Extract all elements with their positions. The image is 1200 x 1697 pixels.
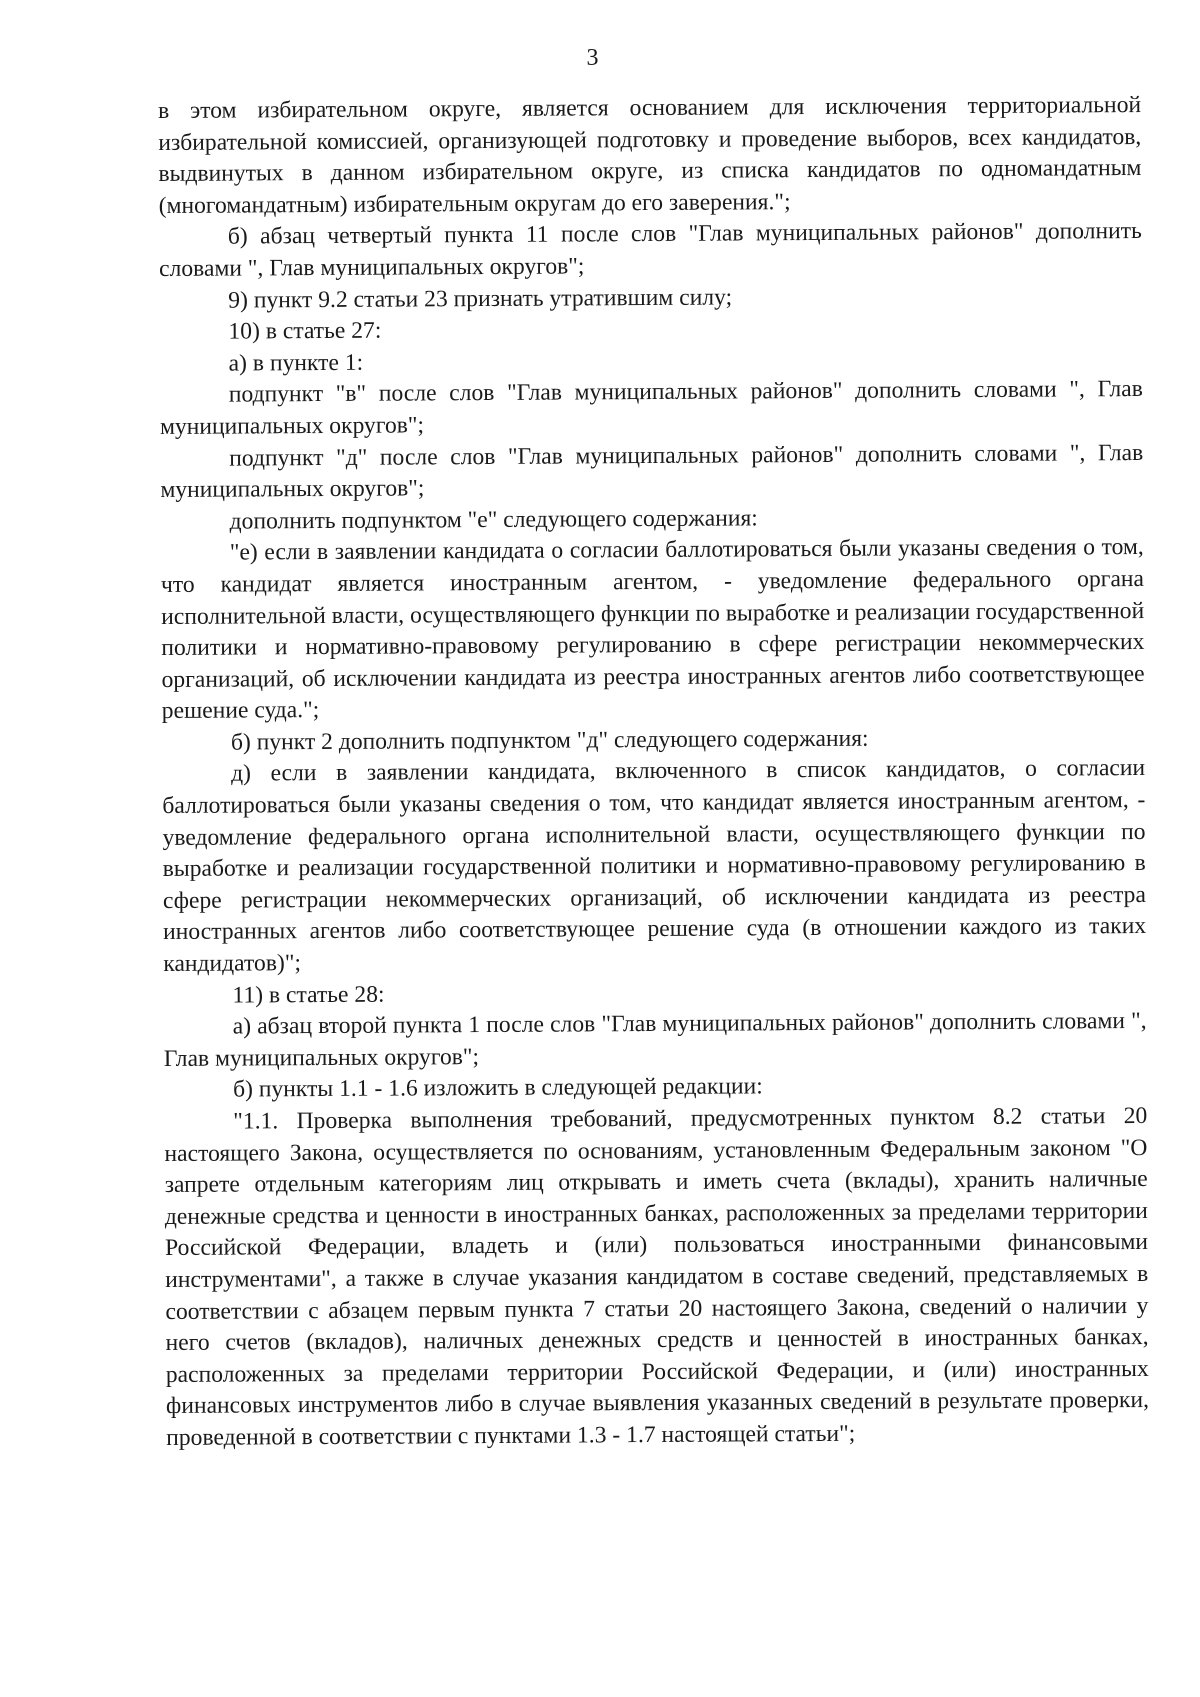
paragraph: 11) в статье 28: [232, 981, 385, 1009]
paragraph: а) абзац второй пункта 1 после слов "Глав муниципальных районов" дополнить словами ", Глав муниципальных округов"; [163, 1008, 1147, 1072]
paragraph: "1.1. Проверка выполнения требований, предусмотренных пунктом 8.2 статьи 20 настоящего Закона, осуществляется по основаниям, установленным Федеральным законом "О запрете отдельным категориям лиц открывать и иметь счета (вклады), хранить наличные денежные средства и ценности в иностранных банках, расположенных за пределами территории Российской Федерации, владеть и (или) пользоваться иностранными финансовыми инструментами", а также в случае указания кандидатом в составе сведений, представляемых в соответствии с абзацем первым пункта 7 статьи 20 настоящего Закона, сведений о наличии у него счетов (вкладов), наличных денежных средств и ценностей в иностранных банках, расположенных за пределами территории Российской Федерации, и (или) иностранных финансовых инструментов либо в случае выявления указанных сведений в результате проверки, проведенной в соответствии с пунктами 1.3 - 1.7 настоящей статьи"; [164, 1102, 1150, 1451]
paragraph: "е) если в заявлении кандидата о согласии баллотироваться были указаны сведения о том, что кандидат является иностранным агентом, - уведомление федерального органа исполнительной власти, осуществляющего функции по выработке и реализации государственной политики и нормативно-правовому регулированию в сфере регистрации некоммерческих организаций, об исключении кандидата из реестра иностранных агентов либо соответствующее решение суда."; [160, 534, 1145, 725]
paragraph: б) пункт 2 дополнить подпунктом "д" следующего содержания: [230, 725, 869, 756]
paragraph: подпункт "в" после слов "Глав муниципальных районов" дополнить словами ", Глав муниципальных округов"; [159, 376, 1143, 440]
document-body [158, 90, 1149, 1455]
paragraph: в этом избирательном округе, является основанием для исключения территориальной избирательной комиссией, организующей подготовку и проведение выборов, всех кандидатов, выдвинутых в данном избирательном округе, из списка кандидатов по одномандатным (многомандатным) избирательным округам до его заверения."; [158, 91, 1142, 219]
paragraph: дополнить подпунктом "е" следующего содержания: [229, 505, 758, 535]
paragraph: 10) в статье 27: [228, 317, 382, 345]
paragraph: подпункт "д" после слов "Глав муниципальных районов" дополнить словами ", Глав муниципальных округов"; [160, 439, 1144, 504]
paragraph: а) в пункте 1: [228, 349, 364, 377]
paragraph: б) абзац четвертый пункта 11 после слов "Глав муниципальных районов" дополнить словами ", Глав муниципальных округов"; [158, 218, 1142, 282]
paragraph: б) пункты 1.1 - 1.6 изложить в следующей редакции: [232, 1073, 763, 1103]
paragraph: д) если в заявлении кандидата, включенного в список кандидатов, о согласии баллотироваться были указаны сведения о том, что кандидат является иностранным агентом, - уведомление федерального органа исполнительной власти, осуществляющего функции по выработке и реализации государственной политики и нормативно-правовому регулированию в сфере регистрации некоммерческих организаций, об исключении кандидата из реестра иностранных агентов либо соответствующее решение суда (в отношении каждого из таких кандидатов)"; [162, 755, 1147, 978]
paragraph: 9) пункт 9.2 статьи 23 признать утратившим силу; [228, 284, 733, 314]
page-number: 3 [586, 45, 599, 71]
